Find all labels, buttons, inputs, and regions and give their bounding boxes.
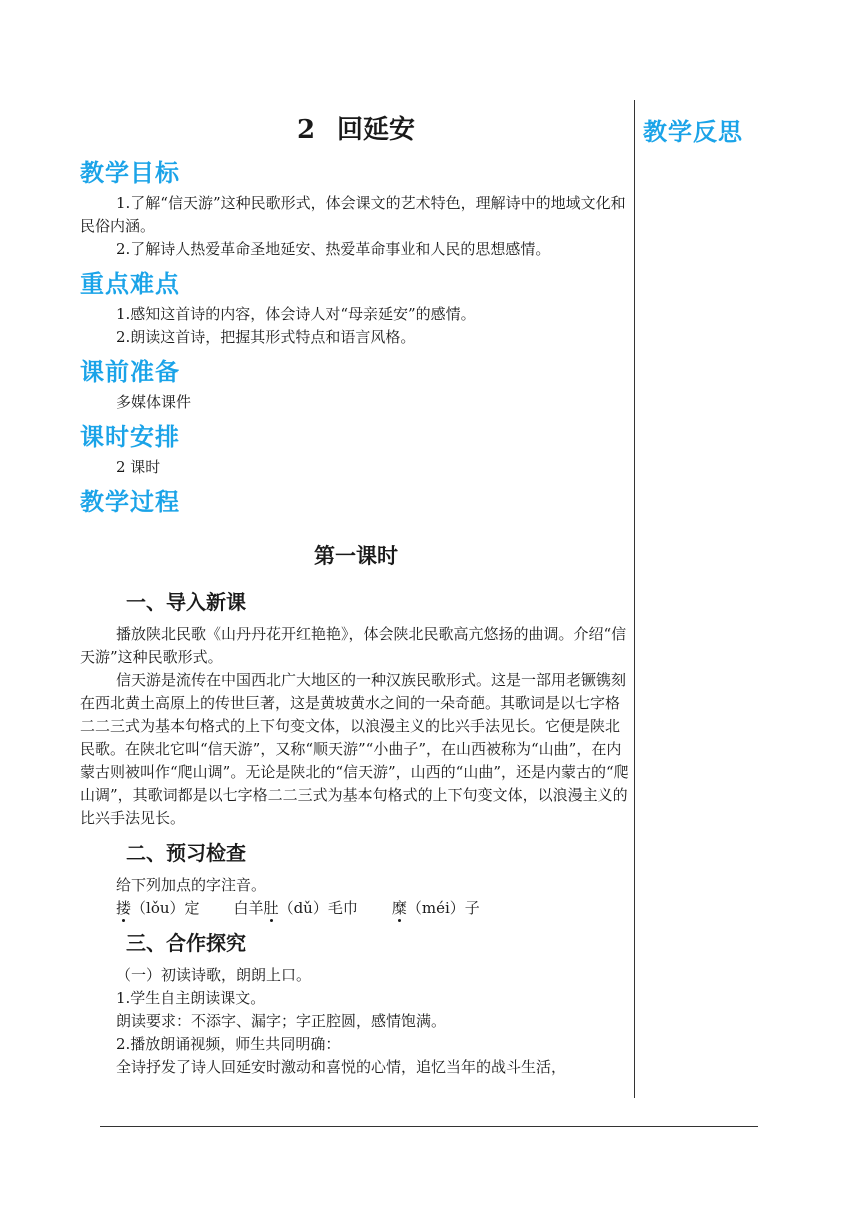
- word-post: 毛巾: [327, 899, 358, 917]
- word-post: 子: [464, 899, 480, 917]
- part-heading-intro: 一、导入新课: [126, 590, 246, 614]
- section-heading-goals: 教学目标: [80, 159, 180, 187]
- pinyin: （méi）: [406, 899, 465, 917]
- lesson-name: 回延安: [337, 115, 416, 145]
- intro-paragraph: 播放陕北民歌《山丹丹花开红艳艳》，体会陕北民歌高亢悠扬的曲调。介绍“信天游”这种民歌形式。: [80, 625, 627, 666]
- goal-item: 2.了解诗人热爱革命圣地延安、热爱革命事业和人民的思想感情。: [116, 240, 551, 258]
- xintianyou-paragraph: 信天游是流传在中国西北广大地区的一种汉族民歌形式。这是一部用老镢镌刻在西北黄土高原上的传世巨著，这是黄坡黄水之间的一朵奇葩。其歌词是以七字格二二三式为基本句格式的上下句变文体，以浪漫主义的比兴手法见长。它便是陕北民歌。在陕北它叫“信天游”，又称“顺天游”“小曲子”，在山西被称为“山曲”，在内蒙古则被叫作“爬山调”。无论是陕北的“信天游”，山西的“山曲”，还是内蒙古的“爬山调”，其歌词都是以七字格二二三式为基本句格式的上下句变文体，以浪漫主义的比兴手法见长。: [80, 671, 629, 827]
- dotted-char: 搂: [116, 899, 132, 917]
- explore-line: 全诗抒发了诗人回延安时激动和喜悦的心情，追忆当年的战斗生活，: [116, 1058, 567, 1076]
- goal-item: 1.了解“信天游”这种民歌形式，体会课文的艺术特色，理解诗中的地域文化和民俗内涵。: [80, 194, 626, 235]
- section-heading-key-points: 重点难点: [80, 270, 180, 298]
- dotted-char: 糜: [391, 899, 407, 917]
- pinyin: （dǔ）: [278, 899, 328, 917]
- section-heading-process: 教学过程: [80, 488, 180, 516]
- lesson-number: 2: [296, 115, 316, 145]
- key-point-item: 2.朗读这首诗，把握其形式特点和语言风格。: [116, 328, 416, 346]
- explore-line: 1.学生自主朗读课文。: [116, 989, 266, 1007]
- explore-line: 朗读要求：不添字、漏字；字正腔圆，感情饱满。: [116, 1012, 447, 1030]
- word-post: 定: [184, 899, 200, 917]
- preview-instruction: 给下列加点的字注音。: [116, 876, 267, 894]
- reflection-heading: 教学反思: [643, 118, 743, 146]
- part-heading-explore: 三、合作探究: [126, 931, 246, 955]
- schedule-text: 2 课时: [116, 458, 161, 476]
- explore-line: 2.播放朗诵视频，师生共同明确：: [116, 1035, 341, 1053]
- section-heading-prep: 课前准备: [80, 358, 180, 386]
- pinyin: （lǒu）: [131, 899, 185, 917]
- column-divider: [634, 100, 635, 1098]
- dotted-char: 肚: [263, 899, 279, 917]
- period-title: 第一课时: [314, 543, 398, 568]
- prep-text: 多媒体课件: [116, 393, 192, 411]
- lesson-plan-body: [80, 100, 632, 1079]
- part-heading-preview: 二、预习检查: [126, 841, 246, 865]
- pinyin-exercise: [80, 897, 632, 920]
- word-pre: 白羊: [233, 899, 264, 917]
- lesson-title: [80, 110, 632, 150]
- section-heading-schedule: 课时安排: [80, 423, 180, 451]
- explore-line: （一）初读诗歌，朗朗上口。: [116, 966, 312, 984]
- footer-rule: [100, 1126, 758, 1127]
- key-point-item: 1.感知这首诗的内容，体会诗人对“母亲延安”的感情。: [116, 305, 476, 323]
